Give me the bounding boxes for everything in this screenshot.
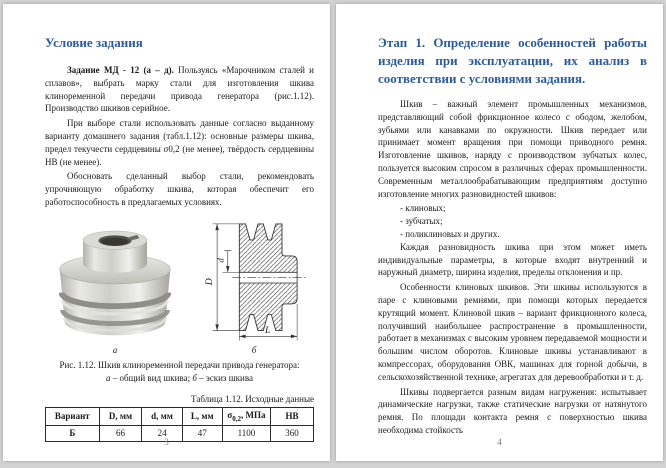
table-header-d: d, мм (142, 407, 182, 425)
document-page-right (336, 4, 663, 461)
pulley-photo-column (51, 215, 179, 355)
table-header-D: D, мм (99, 407, 142, 425)
table-header-HB: НВ (271, 407, 314, 425)
cell-HB: 360 (271, 425, 314, 441)
table-header-row (46, 407, 314, 425)
task-paragraph-1: Задание МД - 12 (а – д). Пользуясь «Марочником сталей и сплавов», выбрать марку стали для изготовления шкива клиноременной передачи привода генератора (рис.1.12). Производство шкивов серийное. (45, 65, 314, 114)
list-item-toothed: - зубчатых; (400, 216, 443, 227)
cell-variant: Б (46, 425, 100, 441)
photo-sublabel: а (112, 344, 118, 355)
dimension-label-L: L (265, 324, 271, 336)
pulley-sketch-column (195, 215, 313, 355)
task-number-label: Задание МД - 12 (а – д). (67, 65, 174, 75)
stage-paragraph-2: Каждая разновидность шкива при этом может иметь индивидуальные параметры, в которые входят внутренний и наружный диаметр, ширина изделия, пределы отклонения и пр. (378, 241, 647, 278)
page-number-left: 3 (164, 437, 169, 447)
cell-d: 24 (142, 425, 182, 441)
task-paragraph-3: Обосновать сделанный выбор стали, рекомендовать упрочняющую обработку шкива, которая обеспечит его работоспособность в предлагаемых условиях. (45, 171, 314, 207)
cell-sigma: 1100 (222, 425, 270, 441)
table-header-L: L, мм (182, 407, 222, 425)
stage-paragraph-4: Шкивы подвергается разным видам нагружения: испытывает динамические нагрузки, также статические нагрузки от натянутого ремня. По площади контакта ремня с поверхностью шкива необходима стойкость (378, 386, 647, 435)
table-header-variant: Вариант (46, 407, 100, 425)
table-caption: Таблица 1.12. Исходные данные (191, 393, 314, 404)
dimension-label-d: d (215, 257, 226, 263)
document-page-left (3, 4, 330, 461)
list-item-wedge: - клиновых; (400, 203, 446, 214)
page-number-right: 4 (497, 437, 502, 447)
cell-L: 47 (182, 425, 222, 441)
stage-paragraph-3: Особенности клиновых шкивов. Эти шкивы используются в паре с клиновыми ремнями, при помощи которых передается крутящий момент. Клиновой шкив – вариант фрикционного колеса, получивший наибольшее распространение в промышленности, работает в механизмах с высоким уровнем передаваемой мощности и большим числом оборотов. Клиновые шкивы устанавливают в компрессорах, оборудования ОВК, машинах для горной добычи, в сельскохозяйственной технике, агрегатах для деревообработки и т. д. (378, 282, 647, 382)
list-item-polyv: - поликлиновых и других. (400, 228, 500, 239)
figure-caption (45, 359, 314, 385)
task-paragraph-2: При выборе стали использовать данные согласно выданному варианту домашнего задания (табл.1.12): основные размеры шкива, предел текучести сердцевины σ0,2 (не менее), твёрдость сердцевины НВ (не менее). (45, 118, 314, 167)
dimension-label-D: D (203, 277, 215, 285)
pulley-photo (51, 215, 179, 343)
cell-D: 66 (99, 425, 142, 441)
pulley-section-drawing (195, 215, 313, 343)
figure-caption-line2: а – общий вид шкива; б – эскиз шкива (106, 372, 253, 383)
page-title: Условие задания (45, 35, 143, 50)
table-header-sigma: $\sigma_{0,2}$, МПа (222, 407, 270, 425)
stage-1-heading: Этап 1. Определение особенностей работы изделия при эксплуатации, их анализ в соответствии с условиями задания. (378, 35, 647, 86)
sketch-sublabel: б (251, 344, 257, 355)
figure-caption-line1: Рис. 1.12. Шкив клиноременной передачи привода генератора: (59, 359, 300, 370)
stage-paragraph-1: Шкив – важный элемент промышленных механизмов, представляющий собой фрикционное колесо с ободом, желобом, зубьями или канавками по окружности. Шкив передает или принимает момент вращения при помощи приводного ремня. Изготовление шкивов, наряду с производством зубчатых колес, пользуется высоким спросом в различных сферах промышленности. Современным металлообрабатывающим предприятиям доступно изготовление многих разновидностей шкивов: (378, 99, 647, 199)
figure-1-12 (45, 215, 314, 355)
